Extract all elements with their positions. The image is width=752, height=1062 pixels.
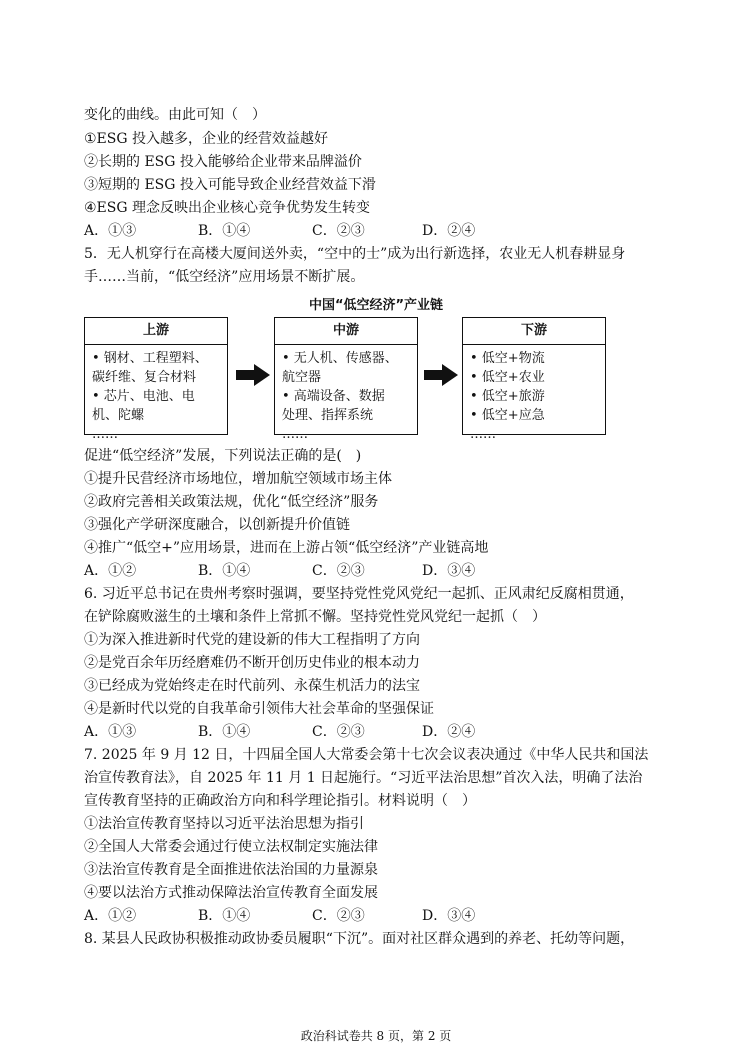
industry-chain-title: 中国“低空经济”产业链	[308, 298, 444, 313]
q5-item: ①提升民营经济市场地位，增加航空领域市场主体	[84, 471, 392, 487]
downstream-title: 下游	[463, 318, 605, 345]
right-arrow-icon	[236, 364, 270, 386]
upstream-title: 上游	[85, 318, 227, 345]
text-line: 变化的曲线。由此可知（ ）	[84, 107, 266, 123]
option-a: A．①③	[84, 223, 137, 239]
box-line: 碳纤维、复合材料	[92, 370, 197, 385]
box-line: • 无人机、传感器、	[282, 351, 398, 366]
box-line: • 低空+应急	[470, 408, 545, 423]
q5-stem-line: 5．无人机穿行在高楼大厦间送外卖，“空中的士”成为出行新选择，农业无人机春耕显身	[84, 246, 626, 262]
box-line: • 低空+旅游	[470, 389, 545, 404]
q5-question: 促进“低空经济”发展，下列说法正确的是( )	[84, 448, 362, 464]
q7-stem-line: 治宣传教育法》，自 2025 年 11 月 1 日起施行。“习近平法治思想”首次入法，明确了法治	[84, 770, 643, 786]
box-line: ……	[282, 427, 308, 442]
option-d: D．③④	[422, 908, 476, 924]
option-d: D．③④	[422, 563, 476, 579]
option-d: D．②④	[422, 724, 476, 740]
text-line: ④ESG 理念反映出企业核心竞争优势发生转变	[84, 200, 370, 216]
right-arrow-icon	[424, 364, 458, 386]
text-line: ①ESG 投入越多，企业的经营效益越好	[84, 131, 328, 147]
text-line: ②长期的 ESG 投入能够给企业带来品牌溢价	[84, 154, 362, 170]
q5-stem-line: 手……当前，“低空经济”应用场景不断扩展。	[84, 269, 365, 285]
q7-item: ②全国人大常委会通过行使立法权制定实施法律	[84, 839, 378, 855]
q7-item: ④要以法治方式推动保障法治宣传教育全面发展	[84, 885, 378, 901]
downstream-box	[462, 317, 606, 442]
option-a: A．①②	[84, 563, 137, 579]
q7-stem-line: 宣传教育坚持的正确政治方向和科学理论指引。材料说明（ ）	[84, 793, 476, 809]
q5-item: ③强化产学研深度融合，以创新提升价值链	[84, 517, 350, 533]
box-line: • 钢材、工程塑料、	[92, 351, 208, 366]
q6-stem-line: 6. 习近平总书记在贵州考察时强调，要坚持党性党风党纪一起抓、正风肃纪反腐相贯通，	[84, 586, 634, 602]
option-c: C．②③	[312, 724, 365, 740]
box-line: • 低空+农业	[470, 370, 545, 385]
box-line: 机、陀螺	[92, 408, 145, 423]
q5-item: ④推广“低空+”应用场景，进而在上游占领“低空经济”产业链高地	[84, 540, 489, 556]
box-line: • 低空+物流	[470, 351, 545, 366]
box-line: ……	[92, 427, 118, 442]
option-a: A．①③	[84, 724, 137, 740]
option-b: B．①④	[198, 724, 251, 740]
midstream-box	[274, 317, 418, 442]
midstream-title: 中游	[275, 318, 417, 345]
q7-item: ③法治宣传教育是全面推进依法治国的力量源泉	[84, 862, 378, 878]
q7-item: ①法治宣传教育坚持以习近平法治思想为指引	[84, 816, 364, 832]
q6-item: ④是新时代以党的自我革命引领伟大社会革命的坚强保证	[84, 701, 434, 717]
option-c: C．②③	[312, 908, 365, 924]
page-footer: 政治科试卷共 8 页，第 2 页	[300, 1029, 452, 1043]
option-d: D．②④	[422, 223, 476, 239]
box-line: 处理、指挥系统	[282, 408, 374, 423]
box-line: ……	[470, 427, 496, 442]
box-line: 航空器	[282, 370, 322, 385]
q5-item: ②政府完善相关政策法规，优化“低空经济”服务	[84, 494, 379, 510]
q6-item: ③已经成为党始终走在时代前列、永葆生机活力的法宝	[84, 678, 420, 694]
upstream-box	[84, 317, 228, 442]
q6-item: ②是党百余年历经磨难仍不断开创历史伟业的根本动力	[84, 655, 420, 671]
box-line: • 芯片、电池、电	[92, 389, 195, 404]
q6-item: ①为深入推进新时代党的建设新的伟大工程指明了方向	[84, 632, 420, 648]
q7-stem-line: 7. 2025 年 9 月 12 日，十四届全国人大常委会第十七次会议表决通过《中华人民共和国法	[84, 747, 649, 763]
option-a: A．①②	[84, 908, 137, 924]
option-c: C．②③	[312, 223, 365, 239]
q6-stem-line: 在铲除腐败滋生的土壤和条件上常抓不懈。坚持党性党风党纪一起抓（ ）	[84, 609, 546, 625]
option-b: B．①④	[198, 223, 251, 239]
text-line: ③短期的 ESG 投入可能导致企业经营效益下滑	[84, 177, 376, 193]
box-line: • 高端设备、数据	[282, 389, 385, 404]
option-b: B．①④	[198, 563, 251, 579]
option-c: C．②③	[312, 563, 365, 579]
q8-stem-line: 8. 某县人民政协积极推动政协委员履职“下沉”。面对社区群众遇到的养老、托幼等问题，	[84, 931, 635, 947]
option-b: B．①④	[198, 908, 251, 924]
